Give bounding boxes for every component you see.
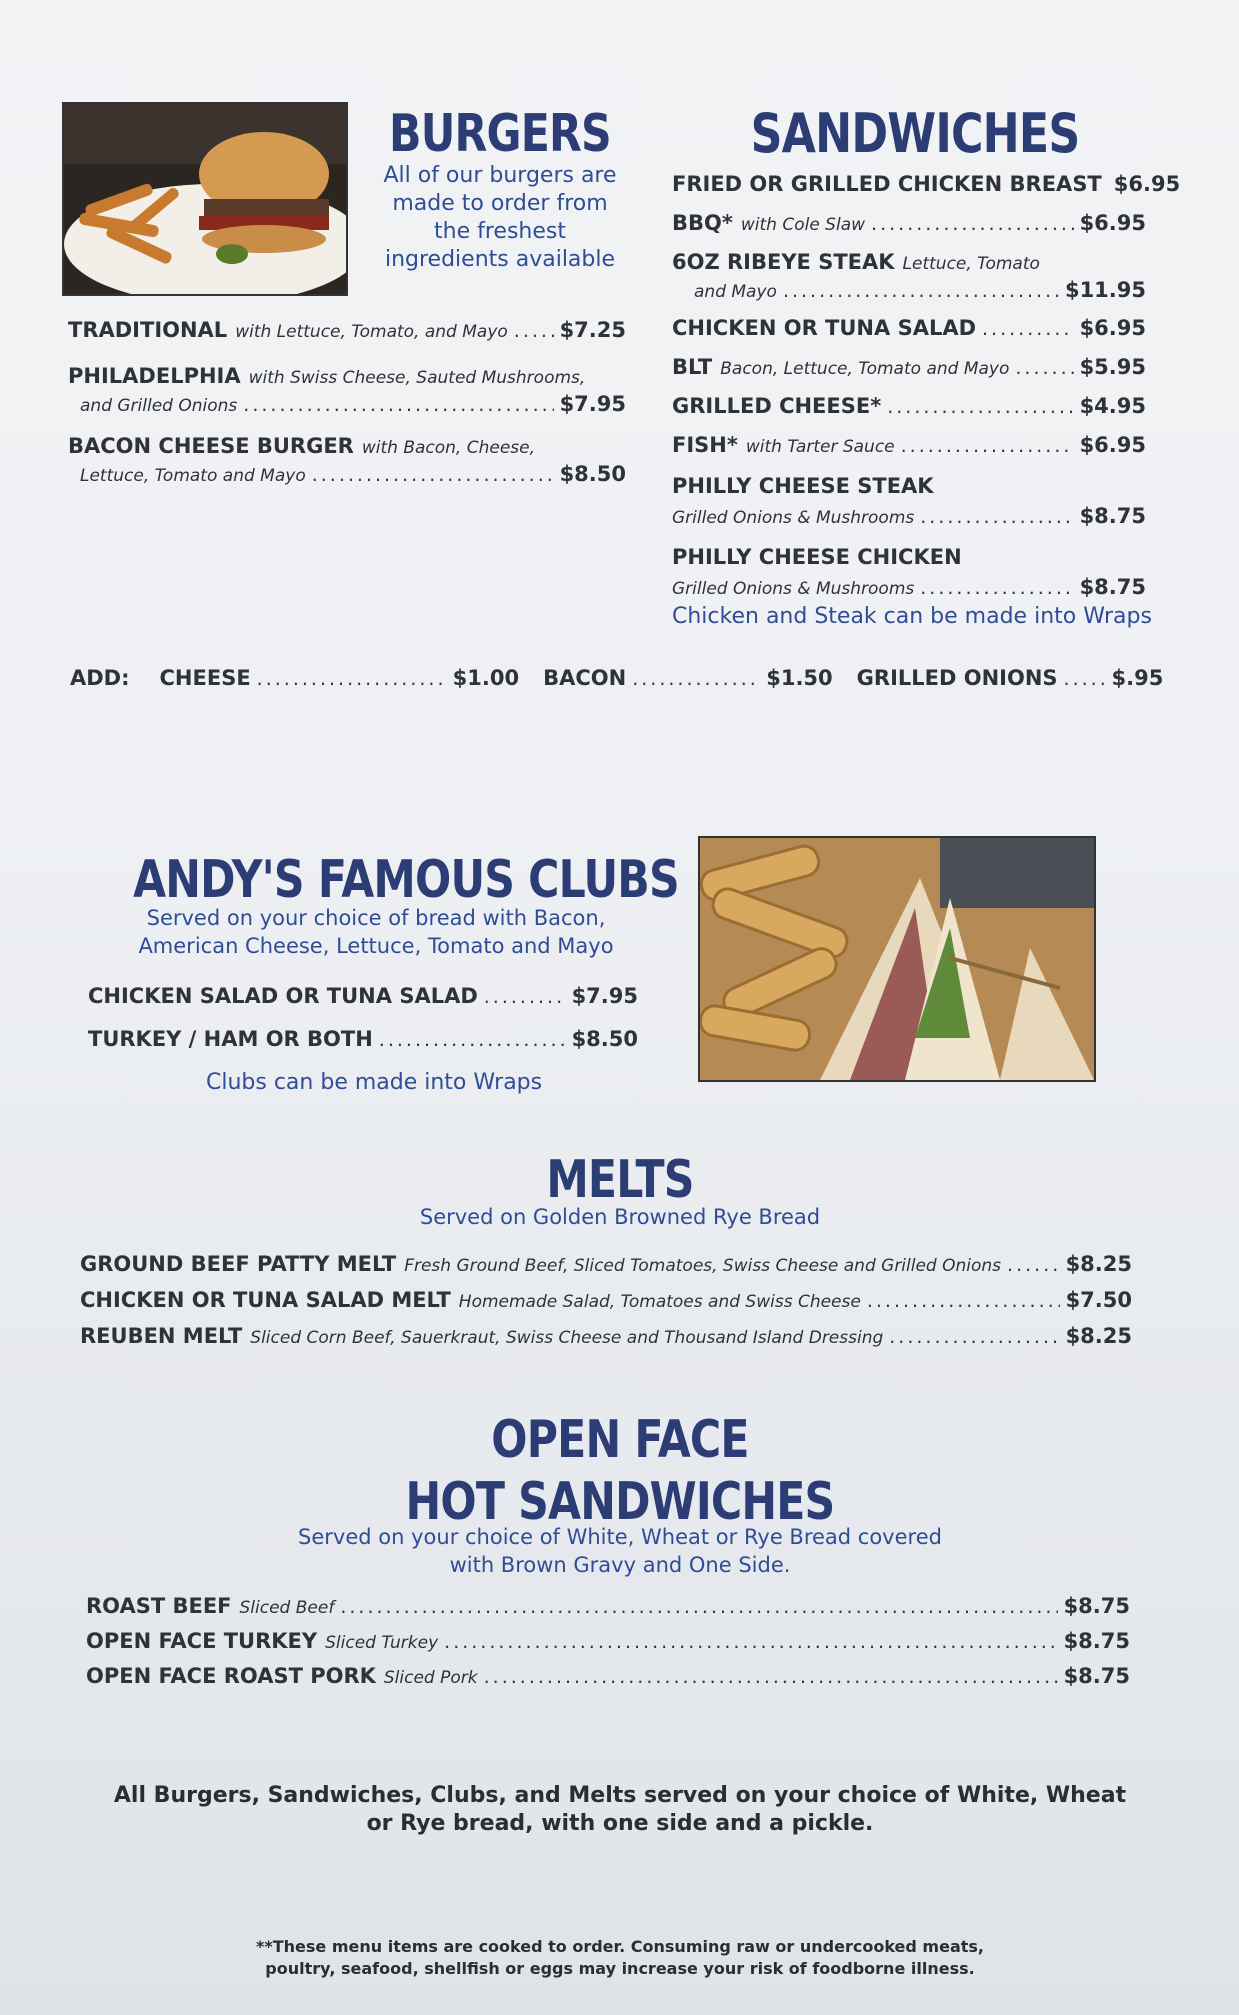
menu-item: CHICKEN SALAD OR TUNA SALAD ..... $7.95 — [88, 984, 638, 1008]
menu-item: ROAST BEEF Sliced Beef ..... $8.75 — [86, 1594, 1130, 1618]
menu-item: GROUND BEEF PATTY MELT Fresh Ground Beef, Sliced Tomatoes, Swiss Cheese and Grilled Onions ..... $8.25 — [80, 1252, 1132, 1276]
clubs-wraps-note: Clubs can be made into Wraps — [206, 1070, 543, 1095]
add-ons-row: ADD: CHEESE ..... $1.00 BACON ..... $1.50 GRILLED ONIONS ..... $.95 — [70, 666, 1146, 690]
clubs-title: ANDY'S FAMOUS CLUBS — [133, 850, 679, 910]
menu-item: TRADITIONAL with Lettuce, Tomato, and Mayo ..... $7.25 — [68, 318, 626, 342]
menu-item-line2: and Grilled Onions ..... $7.95 — [80, 392, 626, 416]
sandwiches-title: SANDWICHES — [750, 102, 1080, 165]
menu-item: PHILLY CHEESE CHICKEN — [672, 545, 962, 569]
melts-title: MELTS — [546, 1150, 694, 1210]
open-face-title: OPEN FACE — [491, 1410, 749, 1470]
menu-item: CHICKEN OR TUNA SALAD MELT Homemade Salad, Tomatoes and Swiss Cheese ..... $7.50 — [80, 1288, 1132, 1312]
menu-item: BACON CHEESE BURGER with Bacon, Cheese, — [68, 434, 536, 458]
burgers-subtitle: All of our burgers are made to order from the freshest ingredients available — [383, 163, 617, 272]
menu-item: OPEN FACE ROAST PORK Sliced Pork ..... $8.75 — [86, 1664, 1130, 1688]
menu-item: CHICKEN OR TUNA SALAD ..... $6.95 — [672, 316, 1146, 340]
menu-item: GRILLED CHEESE* ..... $4.95 — [672, 394, 1146, 418]
menu-item-line2: Grilled Onions & Mushrooms ..... $8.75 — [672, 575, 1146, 599]
menu-item: FISH* with Tarter Sauce ..... $6.95 — [672, 433, 1146, 457]
menu-item: TURKEY / HAM OR BOTH ..... $8.50 — [88, 1027, 638, 1051]
open-face-subtitle: Served on your choice of White, Wheat or Rye Bread covered with Brown Gravy and One Side. — [298, 1525, 942, 1577]
menu-item: OPEN FACE TURKEY Sliced Turkey ..... $8.75 — [86, 1629, 1130, 1653]
menu-item: BLT Bacon, Lettuce, Tomato and Mayo ..... $5.95 — [672, 355, 1146, 379]
menu-item-line2: and Mayo ..... $11.95 — [694, 278, 1146, 302]
wraps-note: Chicken and Steak can be made into Wraps — [672, 604, 1152, 629]
menu-item-line2: Lettuce, Tomato and Mayo ..... $8.50 — [80, 462, 626, 486]
menu-item: FRIED OR GRILLED CHICKEN BREAST $6.95 — [672, 172, 1181, 196]
hot-sandwiches-title: HOT SANDWICHES — [405, 1472, 835, 1532]
menu-item: PHILLY CHEESE STEAK — [672, 474, 934, 498]
melts-subtitle: Served on Golden Browned Rye Bread — [419, 1205, 821, 1229]
burgers-title: BURGERS — [389, 104, 611, 164]
burger-photo — [62, 102, 348, 296]
menu-item: PHILADELPHIA with Swiss Cheese, Sauted Mushrooms, — [68, 364, 586, 388]
menu-item: BBQ* with Cole Slaw ..... $6.95 — [672, 211, 1146, 235]
menu-item: 6OZ RIBEYE STEAK Lettuce, Tomato — [672, 250, 1040, 274]
menu-item: REUBEN MELT Sliced Corn Beef, Sauerkraut, Swiss Cheese and Thousand Island Dressing ..... $8.25 — [80, 1324, 1132, 1348]
food-safety-disclaimer: **These menu items are cooked to order. Consuming raw or undercooked meats, poultry, seafood, shellfish or eggs may increase your risk of foodborne illness. — [256, 1937, 984, 1978]
bread-note: All Burgers, Sandwiches, Clubs, and Melts served on your choice of White, Wheat or Rye bread, with one side and a pickle. — [113, 1783, 1127, 1836]
menu-item-line2: Grilled Onions & Mushrooms ..... $8.75 — [672, 504, 1146, 528]
clubs-subtitle: Served on your choice of bread with Bacon, American Cheese, Lettuce, Tomato and Mayo — [138, 906, 614, 958]
club-sandwich-photo — [698, 836, 1096, 1082]
